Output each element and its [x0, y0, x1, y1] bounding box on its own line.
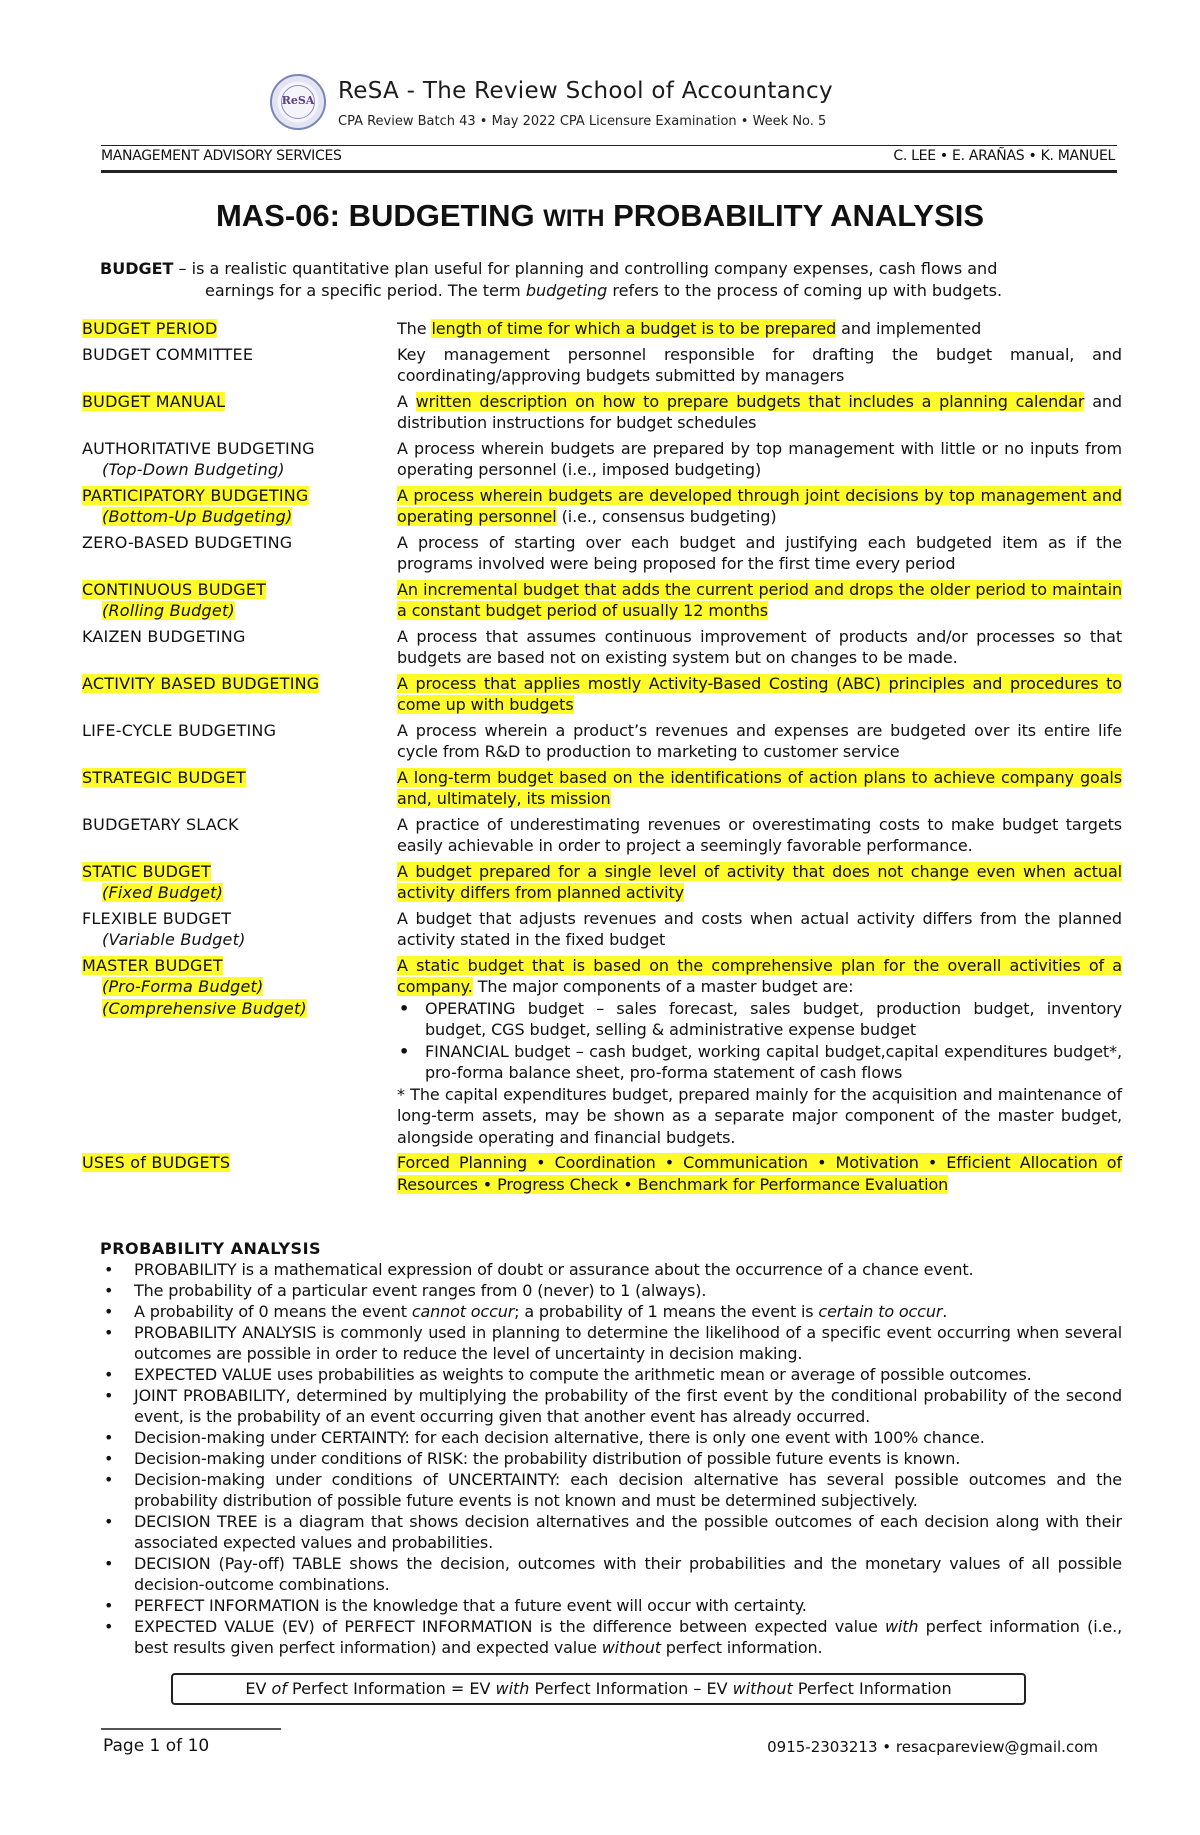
master-alt-2 [82, 998, 397, 1020]
definition-term-text: BUDGET COMMITTEE [82, 344, 254, 364]
probability-title: PROBABILITY ANALYSIS [100, 1239, 322, 1258]
definition-def-hl: written description on how to prepare budgets that includes a planning calendar [415, 391, 1085, 411]
probability-section [100, 1238, 1122, 1658]
definition-text [397, 673, 1122, 716]
definition-term [82, 626, 397, 669]
definition-term-text: LIFE-CYCLE BUDGETING [82, 720, 277, 740]
probability-item: • PERFECT INFORMATION is the knowledge that a future event will occur with certainty. [134, 1595, 1122, 1616]
definition-term-text: ACTIVITY BASED BUDGETING [82, 673, 320, 693]
intro-text-2b: budgeting [525, 281, 608, 300]
definition-def-pre: A process wherein a product’s revenues and expenses are budgeted over its entire life cycle from R&D to production to marketing to customer service [397, 720, 1122, 761]
probability-item-part: perfect information (i.e., best results given perfect information) and expected value [134, 1617, 1123, 1657]
definition-def-post: (i.e., consensus budgeting) [556, 507, 777, 526]
resa-logo [270, 74, 326, 130]
definition-row [82, 391, 1122, 434]
definition-term-text: STRATEGIC BUDGET [82, 767, 246, 787]
definition-term [82, 391, 397, 434]
definition-def-pre: A process of starting over each budget and justifying each budgeted item as if the programs involved were being proposed for the first time every period [397, 532, 1122, 573]
definition-term [82, 579, 397, 622]
definition-def-pre: A process wherein budgets are prepared by top management with little or no inputs from operating personnel (i.e., imposed budgeting) [397, 438, 1122, 479]
intro-text-2c: refers to the process of coming up with budgets. [607, 281, 1003, 300]
probability-item [134, 1616, 1122, 1658]
probability-item-part: without [601, 1638, 661, 1657]
definition-def-post: and distribution instructions for budget schedules [397, 391, 1122, 432]
definition-def-pre: Key management personnel responsible for drafting the budget manual, and coordinating/approving budgets submitted by managers [397, 344, 1122, 385]
definition-row [82, 767, 1122, 810]
definition-row [82, 485, 1122, 528]
probability-item: • Decision-making under conditions of UNCERTAINTY: each decision alternative has several possible outcomes and the probability distribution of possible future events is not known and must be determined subjectively. [134, 1469, 1122, 1511]
probability-item: • EXPECTED VALUE uses probabilities as weights to compute the arithmetic mean or average of possible outcomes. [134, 1364, 1122, 1385]
footer-contact: 0915-2303213 • resacpareview@gmail.com [767, 1738, 1098, 1756]
title-part-3: PROBABILITY ANALYSIS [604, 198, 985, 233]
master-def-highlight: A static budget that is based on the comprehensive plan for the overall activities of a company. [397, 955, 1122, 996]
definition-alt-name [82, 459, 397, 481]
definition-alt-name [82, 929, 397, 951]
formula-part: of [271, 1679, 287, 1698]
definition-alt-text: (Bottom-Up Budgeting) [102, 507, 293, 526]
intro-text-1: – is a realistic quantitative plan useful for planning and controlling company expenses, cash flows and [173, 259, 998, 278]
definition-alt-name [82, 506, 397, 528]
definition-term-text: AUTHORITATIVE BUDGETING [82, 438, 315, 458]
probability-item-part: perfect information. [660, 1638, 823, 1657]
school-name: ReSA - The Review School of Accountancy [338, 78, 833, 104]
probability-item: • DECISION TREE is a diagram that shows decision alternatives and the possible outcomes of each decision along with their associated expected values and probabilities. [134, 1511, 1122, 1553]
definition-term [82, 861, 397, 904]
definition-term [82, 673, 397, 716]
definition-row [82, 861, 1122, 904]
definition-def-pre: A practice of underestimating revenues or overestimating costs to make budget targets easily achievable in order to project a seemingly favorable performance. [397, 814, 1122, 855]
probability-list [100, 1259, 1122, 1658]
probability-item: • PROBABILITY ANALYSIS is commonly used in planning to determine the likelihood of a specific event occurring when several outcomes are possible in order to reduce the level of uncertainty in decision making. [134, 1322, 1122, 1364]
definition-term-text: ZERO-BASED BUDGETING [82, 532, 293, 552]
definition-text [397, 579, 1122, 622]
definition-row [82, 438, 1122, 481]
definition-def-pre: A process that assumes continuous improvement of products and/or processes so that budgets are based not on existing system but on changes to be made. [397, 626, 1122, 667]
master-def-post: The major components of a master budget are: [472, 977, 854, 996]
definition-term [82, 318, 397, 340]
definition-def-pre: A budget that adjusts revenues and costs when actual activity differs from the planned activity stated in the fixed budget [397, 908, 1122, 949]
master-term: MASTER BUDGET [82, 955, 223, 975]
definition-alt-text: (Fixed Budget) [102, 883, 224, 902]
definition-text [397, 344, 1122, 387]
definition-row [82, 908, 1122, 951]
definition-row [82, 814, 1122, 857]
definition-text [397, 438, 1122, 481]
logo-text: ReSA [281, 94, 315, 107]
definition-text [397, 767, 1122, 810]
formula-part: without [732, 1679, 793, 1698]
definition-def-hl: A budget prepared for a single level of activity that does not change even when actual activity differs from planned activity [397, 861, 1122, 902]
definition-text [397, 626, 1122, 669]
definition-row [82, 720, 1122, 763]
formula-part: Perfect Information – EV [529, 1679, 733, 1698]
definition-alt-text: (Rolling Budget) [102, 601, 235, 620]
definition-term-text: FLEXIBLE BUDGET [82, 908, 232, 928]
batch-line: CPA Review Batch 43 • May 2022 CPA Licensure Examination • Week No. 5 [338, 114, 827, 129]
definition-alt-text: (Variable Budget) [102, 930, 246, 949]
master-alt-1 [82, 976, 397, 998]
definition-row [82, 579, 1122, 622]
definition-term [82, 485, 397, 528]
probability-item [134, 1301, 1122, 1322]
definition-text [397, 908, 1122, 951]
probability-item-part: A probability of 0 means the event [134, 1302, 412, 1321]
probability-item-part: ; a probability of 1 means the event is [514, 1302, 819, 1321]
definition-def-hl: An incremental budget that adds the current period and drops the older period to maintain a constant budget period of usually 12 months [397, 579, 1122, 620]
definition-term-text: CONTINUOUS BUDGET [82, 579, 267, 599]
definition-text [397, 955, 1122, 1149]
definitions-list [82, 318, 1122, 1199]
definition-text [397, 318, 1122, 340]
definition-def-pre: The [397, 319, 432, 338]
master-component-financial: • FINANCIAL budget – cash budget, working capital budget,capital expenditures budget*, pro-forma balance sheet, pro-forma statement of cash flows [425, 1041, 1122, 1084]
definition-alt-name [82, 600, 397, 622]
definition-term [82, 908, 397, 951]
definition-term [82, 767, 397, 810]
uses-term: USES of BUDGETS [82, 1153, 231, 1172]
definition-term [82, 532, 397, 575]
definition-text [397, 861, 1122, 904]
probability-item-part: certain to occur [818, 1302, 943, 1321]
formula-part: Perfect Information = EV [286, 1679, 496, 1698]
probability-item-part: cannot occur [411, 1302, 515, 1321]
definition-text [397, 1152, 1122, 1195]
probability-item: • The probability of a particular event ranges from 0 (never) to 1 (always). [134, 1280, 1122, 1301]
definition-text [397, 485, 1122, 528]
definition-def-hl: A process that applies mostly Activity-Based Costing (ABC) principles and procedures to come up with budgets [397, 673, 1122, 714]
definition-text [397, 720, 1122, 763]
master-note: * The capital expenditures budget, prepared mainly for the acquisition and maintenance of long-term assets, may be shown as a separate major component of the master budget, alongside operating and financial budgets. [397, 1084, 1122, 1147]
formula-part: EV [245, 1679, 272, 1698]
definition-term-text: STATIC BUDGET [82, 861, 212, 881]
master-alt-2-text: (Comprehensive Budget) [102, 998, 307, 1018]
formula-part: with [495, 1679, 530, 1698]
formula-part: Perfect Information [792, 1679, 952, 1698]
master-component-operating: • OPERATING budget – sales forecast, sales budget, production budget, inventory budget, CGS budget, selling & administrative expense budget [425, 998, 1122, 1041]
definition-row-master-budget [82, 955, 1122, 1149]
definition-def-pre: A [397, 391, 416, 411]
definition-row [82, 626, 1122, 669]
definition-term-text: KAIZEN BUDGETING [82, 626, 246, 646]
definition-term [82, 814, 397, 857]
definition-term [82, 1152, 397, 1195]
definition-def-hl: length of time for which a budget is to be prepared [431, 319, 837, 338]
definition-row [82, 673, 1122, 716]
ev-formula-box [171, 1673, 1026, 1705]
master-alt-1-text: (Pro-Forma Budget) [102, 977, 264, 996]
definition-term-text: BUDGET MANUAL [82, 391, 226, 411]
definition-term [82, 955, 397, 1149]
definition-row [82, 532, 1122, 575]
title-part-2: WITH [543, 205, 605, 232]
definition-term [82, 720, 397, 763]
intro-text-2a: earnings for a specific period. The term [205, 281, 526, 300]
probability-item: • Decision-making under conditions of RISK: the probability distribution of possible future events is known. [134, 1448, 1122, 1469]
definition-def-hl: A process wherein budgets are developed through joint decisions by top management and operating personnel [397, 485, 1122, 526]
definition-term-text: BUDGET PERIOD [82, 319, 218, 338]
budget-intro [100, 258, 1120, 302]
definition-term [82, 344, 397, 387]
definition-text [397, 814, 1122, 857]
footer-rule [101, 1728, 281, 1730]
definition-term [82, 438, 397, 481]
probability-item: • JOINT PROBABILITY, determined by multiplying the probability of the first event by the conditional probability of the second event, is the probability of an event occurring given that another event has already occurred. [134, 1385, 1122, 1427]
uses-def: Forced Planning • Coordination • Communication • Motivation • Efficient Allocation of Resources • Progress Check • Benchmark for Performance Evaluation [397, 1153, 1122, 1194]
definition-term-text: PARTICIPATORY BUDGETING [82, 485, 309, 505]
probability-item: • Decision-making under CERTAINTY: for each decision alternative, there is only one event with 100% chance. [134, 1427, 1122, 1448]
definition-term-text: BUDGETARY SLACK [82, 814, 239, 834]
intro-term: BUDGET [100, 259, 174, 278]
subject-label: MANAGEMENT ADVISORY SERVICES [101, 148, 342, 164]
probability-item-part: . [942, 1302, 948, 1321]
master-components-list [397, 998, 1122, 1084]
definition-row-uses-of-budgets [82, 1152, 1122, 1195]
probability-item: • PROBABILITY is a mathematical expression of doubt or assurance about the occurrence of a chance event. [134, 1259, 1122, 1280]
definition-row [82, 344, 1122, 387]
definition-row [82, 318, 1122, 340]
definition-def-hl: A long-term budget based on the identifications of action plans to achieve company goals and, ultimately, its mission [397, 767, 1122, 808]
probability-item-part: EXPECTED VALUE (EV) of PERFECT INFORMATION is the difference between expected value [134, 1617, 885, 1636]
page-number: Page 1 of 10 [103, 1736, 210, 1756]
definition-text [397, 391, 1122, 434]
probability-item-part: with [885, 1617, 919, 1636]
probability-item: • DECISION (Pay-off) TABLE shows the decision, outcomes with their probabilities and the monetary values of all possible decision-outcome combinations. [134, 1553, 1122, 1595]
definition-alt-name [82, 882, 397, 904]
definition-def-post: and implemented [836, 319, 982, 338]
authors-label: C. LEE • E. ARAÑAS • K. MANUEL [893, 148, 1115, 164]
definition-alt-text: (Top-Down Budgeting) [102, 460, 285, 479]
intro-continuation [100, 280, 1120, 302]
title-part-1: MAS-06: BUDGETING [215, 198, 544, 233]
definition-text [397, 532, 1122, 575]
page-title [0, 198, 1200, 234]
